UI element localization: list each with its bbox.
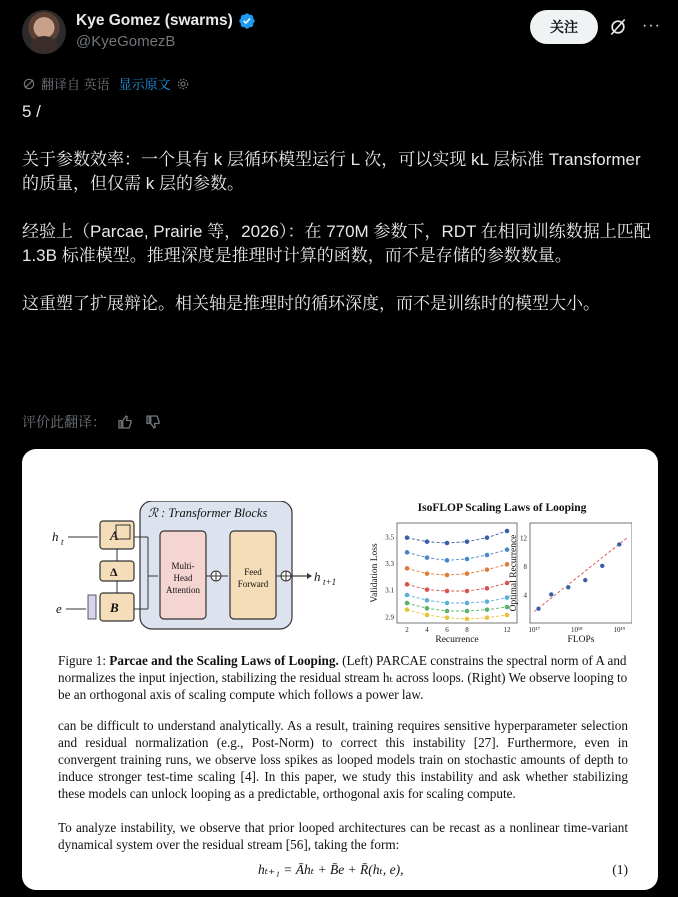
data-point [600, 563, 605, 568]
equation-body: hₜ₊₁ = Āhₜ + B̄e + R̄(hₜ, e), [258, 862, 404, 877]
avatar[interactable] [22, 10, 66, 54]
data-point [566, 585, 571, 590]
y-axis-label: Validation Loss [370, 543, 380, 603]
verified-badge-icon [238, 12, 256, 30]
x-tick-label: 12 [503, 626, 511, 634]
plot-frame [530, 523, 632, 623]
svg-text:Attention: Attention [166, 585, 200, 595]
data-point [536, 606, 541, 611]
data-point [445, 601, 450, 606]
data-point [485, 586, 490, 591]
data-point [465, 617, 470, 622]
data-point [405, 566, 410, 571]
thumbs-down-icon[interactable] [144, 413, 162, 431]
caption-prefix: Figure 1: [58, 653, 110, 668]
data-point [485, 607, 490, 612]
data-point [405, 601, 410, 606]
svg-text:Forward: Forward [237, 579, 269, 589]
data-point [405, 582, 410, 587]
data-point [405, 593, 410, 598]
h-next-sub: t+1 [323, 577, 337, 587]
data-point [425, 587, 430, 592]
x-axis-label: FLOPs [567, 635, 595, 645]
x-tick-label: 8 [465, 626, 469, 634]
svg-text:Head: Head [173, 573, 193, 583]
caption-bold: Parcae and the Scaling Laws of Looping. [109, 653, 339, 668]
settings-gear-icon[interactable] [176, 77, 190, 91]
more-options-icon[interactable]: ··· [642, 17, 661, 34]
x-axis-label: Recurrence [435, 635, 479, 645]
h-t-label: h [52, 529, 59, 544]
data-point [425, 571, 430, 576]
figure-caption [58, 652, 628, 703]
data-point [485, 599, 490, 604]
data-point [425, 539, 430, 544]
data-point [465, 589, 470, 594]
h-next-label: h [314, 569, 321, 584]
data-point [485, 535, 490, 540]
data-point [445, 609, 450, 614]
x-tick-label: 2 [405, 626, 409, 634]
x-tick-label: 10¹⁸ [570, 626, 583, 634]
data-point [405, 550, 410, 555]
data-point [445, 558, 450, 563]
tweet-paragraph: 经验上（Parcae, Prairie 等，2026）：在 770M 参数下，RDT 在相同训练数据上匹配 1.3B 标准模型。推理深度是推理时计算的函数，而不是存储的参数数量。 [22, 222, 651, 265]
thumbs-up-icon[interactable] [116, 413, 134, 431]
follow-button[interactable]: 关注 [530, 10, 598, 44]
data-point [617, 542, 622, 547]
y-tick-label: 4 [523, 591, 527, 600]
data-point [445, 573, 450, 578]
data-point [505, 613, 510, 618]
plot-frame [397, 523, 517, 623]
x-tick-label: 4 [425, 626, 429, 634]
data-point [465, 609, 470, 614]
data-point [425, 555, 430, 560]
data-point [445, 589, 450, 594]
caption-rest: (Left) PARCAE constrains the spectral norm of A and normalizes the input injection, stabilizing the residual stream hₜ across loops. (Right) We observe looping to be an orthogonal axis of scaling compute which follows a power law. [58, 653, 628, 702]
grok-icon[interactable] [608, 17, 628, 37]
data-point [465, 601, 470, 606]
architecture-diagram [52, 501, 336, 629]
block-title: ℛ : Transformer Blocks [148, 506, 268, 520]
data-point [405, 607, 410, 612]
paper-excerpt [22, 449, 658, 890]
data-point [445, 615, 450, 620]
data-point [425, 598, 430, 603]
y-tick-label: 8 [523, 562, 527, 571]
attached-image[interactable] [22, 449, 658, 890]
B-label: B [110, 600, 119, 615]
data-point [485, 553, 490, 558]
tweet-header [22, 10, 662, 58]
tweet-paragraph: 5 / [22, 102, 41, 121]
data-point [549, 592, 554, 597]
data-point [485, 567, 490, 572]
show-original-link[interactable]: 显示原文 [118, 77, 171, 92]
x-tick-label: 10¹⁹ [613, 626, 626, 634]
data-point [425, 606, 430, 611]
optimal-recurrence-chart [509, 523, 632, 645]
data-point [445, 541, 450, 546]
data-point [425, 613, 430, 618]
y-tick-label: 3.5 [385, 533, 394, 542]
x-tick-label: 10¹⁷ [528, 626, 541, 634]
translate-icon [22, 77, 36, 91]
data-point [485, 615, 490, 620]
y-tick-label: 3.3 [385, 560, 394, 568]
y-axis-label: Optimal Recurrence [509, 534, 519, 612]
data-point [505, 529, 510, 534]
x-tick-label: 6 [445, 626, 449, 634]
h-t-sub: t [61, 537, 64, 547]
tweet-paragraph: 这重塑了扩展辩论。相关轴是推理时的循环深度，而不是训练时的模型大小。 [22, 294, 600, 313]
equation-number: (1) [612, 862, 628, 877]
delta-label: Δ [110, 565, 118, 579]
handle[interactable]: @KyeGomezB [76, 33, 176, 50]
rate-label: 评价此翻译： [22, 414, 106, 430]
translated-from-label: 翻译自 英语 [41, 77, 110, 92]
isoflop-chart [370, 523, 517, 645]
tweet-text [22, 100, 658, 340]
svg-text:Multi-: Multi- [171, 561, 195, 571]
paper-paragraph-2: To analyze instability, we observe that prior looped architectures can be recast as a nonlinear time-variant dynamical system over the residual stream [56], taking the form: [58, 820, 628, 852]
display-name[interactable]: Kye Gomez (swarms) [76, 12, 233, 29]
data-point [583, 578, 588, 583]
data-point [465, 571, 470, 576]
A-label: A [110, 528, 119, 543]
data-point [405, 535, 410, 540]
author-info [76, 12, 256, 50]
translation-bar [22, 74, 190, 93]
rate-translation [22, 412, 162, 432]
paper-paragraph-1: can be difficult to understand analytically. As a result, training requires sensitive hyperparameter selection and residual normalization (e.g., Post-Norm) to correct this instability [27]. Furthermore, even in convergent training runs, we observe loss spikes as looped models train on stochastic amounts of depth to induce stronger test-time scaling [4]. In this paper, we study this instability and ask whether stabilizing these models can unlock looping as a predictable, orthogonal axis for scaling compute. [58, 718, 628, 801]
y-tick-label: 2.9 [385, 613, 394, 622]
figure-1 [52, 501, 632, 661]
y-tick-label: 12 [520, 534, 527, 543]
y-tick-label: 3.1 [385, 586, 394, 595]
svg-text:Feed: Feed [244, 567, 262, 577]
chart-title: IsoFLOP Scaling Laws of Looping [417, 502, 587, 514]
data-point [465, 539, 470, 544]
tweet-paragraph: 关于参数效率：一个具有 k 层循环模型运行 L 次，可以实现 kL 层标准 Transformer 的质量，但仅需 k 层的参数。 [22, 150, 641, 193]
e-label: e [56, 601, 62, 616]
data-point [465, 557, 470, 562]
